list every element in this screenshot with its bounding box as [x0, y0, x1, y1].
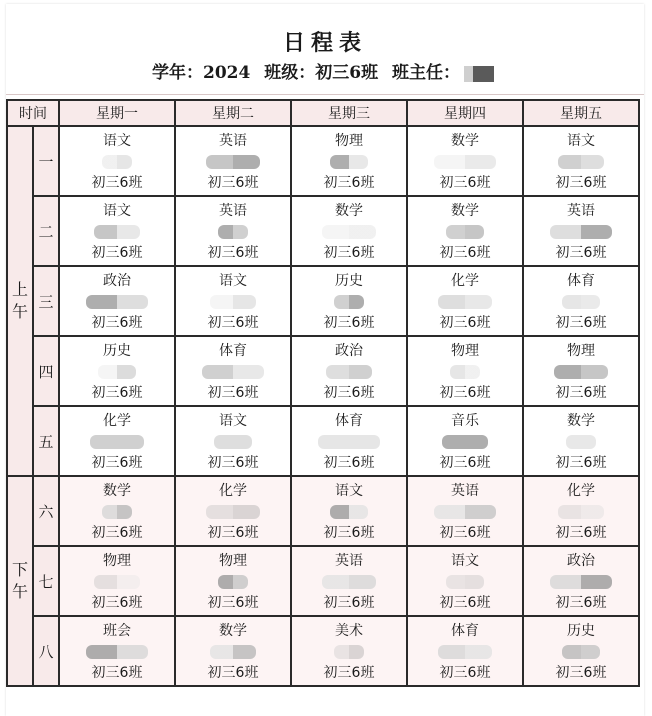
class-name: 初三6班: [323, 525, 375, 541]
redacted-teacher: [214, 435, 252, 449]
class-name: 初三6班: [91, 455, 143, 471]
subject-name: 化学: [219, 483, 247, 499]
class-cell[interactable]: [59, 546, 175, 616]
period-row: [7, 406, 639, 476]
class-cell[interactable]: [59, 126, 175, 196]
day-header: 星期五: [523, 100, 639, 126]
subject-name: 数学: [103, 483, 131, 499]
class-cell[interactable]: [291, 476, 407, 546]
period-number: 七: [33, 546, 59, 616]
subject-name: 英语: [219, 203, 247, 219]
redacted-teacher: [94, 225, 140, 239]
class-name: 初三6班: [207, 525, 259, 541]
period-row: [7, 196, 639, 266]
subject-name: 数学: [567, 413, 595, 429]
class-name: 初三6班: [439, 455, 491, 471]
class-cell[interactable]: [175, 476, 291, 546]
redacted-teacher: [566, 435, 596, 449]
subject-name: 物理: [451, 343, 479, 359]
subject-name: 体育: [335, 413, 363, 429]
school-year-label: 学年：: [151, 63, 203, 83]
class-name: 初三6班: [439, 385, 491, 401]
class-name: 初三6班: [323, 595, 375, 611]
redacted-teacher: [438, 295, 492, 309]
subject-name: 语文: [103, 133, 131, 149]
class-name: 初三6班: [439, 245, 491, 261]
redacted-teacher: [562, 645, 600, 659]
redacted-teacher: [446, 575, 484, 589]
subject-name: 语文: [567, 133, 595, 149]
class-cell[interactable]: [523, 616, 639, 686]
class-name: 初三6班: [323, 385, 375, 401]
subject-name: 体育: [219, 343, 247, 359]
subject-name: 政治: [103, 273, 131, 289]
class-info: [264, 63, 378, 83]
day-header: 星期三: [291, 100, 407, 126]
subject-name: 英语: [451, 483, 479, 499]
class-cell[interactable]: [291, 546, 407, 616]
class-name: 初三6班: [91, 315, 143, 331]
class-cell[interactable]: [175, 126, 291, 196]
class-cell[interactable]: [59, 476, 175, 546]
subject-name: 英语: [219, 133, 247, 149]
class-name: 初三6班: [439, 175, 491, 191]
class-cell[interactable]: [407, 126, 523, 196]
period-number: 六: [33, 476, 59, 546]
class-cell[interactable]: [175, 406, 291, 476]
class-cell[interactable]: [59, 616, 175, 686]
class-name: 初三6班: [91, 175, 143, 191]
period-number: 四: [33, 336, 59, 406]
class-name: 初三6班: [91, 525, 143, 541]
class-name: 初三6班: [439, 595, 491, 611]
subject-name: 语文: [335, 483, 363, 499]
subject-name: 历史: [335, 273, 363, 289]
subject-name: 化学: [567, 483, 595, 499]
class-cell[interactable]: [407, 266, 523, 336]
class-name: 初三6班: [555, 245, 607, 261]
redacted-teacher: [218, 225, 248, 239]
period-number: 八: [33, 616, 59, 686]
class-name: 初三6班: [439, 315, 491, 331]
page-title: 日程表: [282, 31, 367, 56]
subject-name: 化学: [451, 273, 479, 289]
redacted-teacher: [446, 225, 484, 239]
class-name: 初三6班: [323, 665, 375, 681]
redacted-teacher: [102, 155, 132, 169]
time-header: 时间: [7, 100, 59, 126]
day-header: 星期二: [175, 100, 291, 126]
class-name: 初三6班: [207, 595, 259, 611]
subject-name: 政治: [335, 343, 363, 359]
redacted-teacher: [90, 435, 144, 449]
redacted-teacher: [102, 505, 132, 519]
class-name: 初三6班: [555, 175, 607, 191]
redacted-teacher: [218, 575, 248, 589]
redacted-teacher: [330, 505, 368, 519]
class-cell[interactable]: [407, 546, 523, 616]
class-cell[interactable]: [523, 546, 639, 616]
class-cell[interactable]: [291, 616, 407, 686]
period-number: 五: [33, 406, 59, 476]
class-name: 初三6班: [207, 315, 259, 331]
timetable: [6, 99, 640, 687]
class-cell[interactable]: [291, 336, 407, 406]
class-name: 初三6班: [323, 315, 375, 331]
class-name: 初三6班: [555, 315, 607, 331]
redacted-teacher: [210, 645, 256, 659]
class-cell[interactable]: [175, 546, 291, 616]
class-cell[interactable]: [175, 336, 291, 406]
subject-name: 美术: [335, 623, 363, 639]
morning-label: [7, 126, 33, 476]
redacted-teacher: [434, 505, 496, 519]
subject-name: 物理: [219, 553, 247, 569]
schedule-header: [6, 4, 644, 95]
period-row: [7, 126, 639, 196]
redacted-teacher: [206, 155, 260, 169]
subject-name: 物理: [567, 343, 595, 359]
teacher-info: [392, 63, 498, 83]
class-cell[interactable]: [291, 196, 407, 266]
subject-name: 音乐: [451, 413, 479, 429]
class-name: 初三6班: [91, 245, 143, 261]
class-cell[interactable]: [291, 126, 407, 196]
class-cell[interactable]: [523, 336, 639, 406]
subject-name: 英语: [567, 203, 595, 219]
redacted-teacher: [442, 435, 488, 449]
redacted-teacher: [326, 365, 372, 379]
redacted-teacher: [334, 645, 364, 659]
subject-name: 历史: [567, 623, 595, 639]
class-cell[interactable]: [523, 126, 639, 196]
half-day-text: 下午: [12, 560, 29, 601]
redacted-teacher: [450, 365, 480, 379]
subject-name: 语文: [219, 413, 247, 429]
redacted-teacher: [318, 435, 380, 449]
subject-name: 物理: [335, 133, 363, 149]
period-number: 二: [33, 196, 59, 266]
subject-name: 历史: [103, 343, 131, 359]
class-cell[interactable]: [175, 196, 291, 266]
subject-name: 化学: [103, 413, 131, 429]
redacted-teacher: [202, 365, 264, 379]
class-cell[interactable]: [407, 476, 523, 546]
class-name: 初三6班: [439, 525, 491, 541]
class-cell[interactable]: [59, 336, 175, 406]
subject-name: 政治: [567, 553, 595, 569]
schedule-info: [6, 58, 644, 83]
redacted-teacher: [550, 225, 612, 239]
class-cell[interactable]: [523, 406, 639, 476]
redacted-teacher: [434, 155, 496, 169]
redacted-teacher: [98, 365, 136, 379]
subject-name: 体育: [451, 623, 479, 639]
period-row: [7, 336, 639, 406]
subject-name: 数学: [451, 133, 479, 149]
subject-name: 班会: [103, 623, 131, 639]
redacted-teacher: [438, 645, 492, 659]
school-year-value: 2024: [202, 63, 251, 83]
subject-name: 数学: [451, 203, 479, 219]
class-name: 初三6班: [91, 595, 143, 611]
subject-name: 英语: [335, 553, 363, 569]
subject-name: 语文: [219, 273, 247, 289]
class-value: 初三6班: [315, 63, 379, 83]
class-name: 初三6班: [555, 595, 607, 611]
redacted-teacher: [562, 295, 600, 309]
teacher-label: 班主任：: [392, 63, 460, 83]
class-cell[interactable]: [523, 476, 639, 546]
class-name: 初三6班: [207, 385, 259, 401]
afternoon-label: [7, 476, 33, 686]
class-name: 初三6班: [207, 455, 259, 471]
redacted-teacher: [554, 365, 608, 379]
class-name: 初三6班: [555, 385, 607, 401]
class-name: 初三6班: [555, 525, 607, 541]
subject-name: 数学: [219, 623, 247, 639]
class-name: 初三6班: [207, 175, 259, 191]
redacted-teacher: [322, 225, 376, 239]
redacted-teacher: [86, 645, 148, 659]
subject-name: 语文: [103, 203, 131, 219]
day-header: 星期四: [407, 100, 523, 126]
subject-name: 数学: [335, 203, 363, 219]
class-name: 初三6班: [207, 245, 259, 261]
period-row: [7, 616, 639, 686]
class-cell[interactable]: [523, 266, 639, 336]
redacted-teacher: [206, 505, 260, 519]
class-cell[interactable]: [407, 336, 523, 406]
class-name: 初三6班: [91, 665, 143, 681]
class-cell[interactable]: [523, 196, 639, 266]
period-number: 一: [33, 126, 59, 196]
period-row: [7, 266, 639, 336]
class-name: 初三6班: [323, 455, 375, 471]
class-name: 初三6班: [323, 245, 375, 261]
class-cell[interactable]: [291, 266, 407, 336]
period-row: [7, 476, 639, 546]
schedule-sheet: [6, 4, 644, 716]
class-cell[interactable]: [291, 406, 407, 476]
period-number: 三: [33, 266, 59, 336]
class-cell[interactable]: [59, 196, 175, 266]
subject-name: 体育: [567, 273, 595, 289]
class-cell[interactable]: [175, 616, 291, 686]
redacted-teacher: [210, 295, 256, 309]
redacted-teacher: [94, 575, 140, 589]
class-name: 初三6班: [323, 175, 375, 191]
class-name: 初三6班: [91, 385, 143, 401]
redacted-teacher: [550, 575, 612, 589]
class-cell[interactable]: [407, 406, 523, 476]
class-cell[interactable]: [59, 406, 175, 476]
class-name: 初三6班: [439, 665, 491, 681]
class-cell[interactable]: [407, 196, 523, 266]
subject-name: 物理: [103, 553, 131, 569]
redacted-teacher: [330, 155, 368, 169]
redacted-teacher: [322, 575, 376, 589]
half-day-text: 上午: [12, 280, 29, 321]
class-cell[interactable]: [407, 616, 523, 686]
redacted-teacher: [86, 295, 148, 309]
redacted-teacher: [558, 155, 604, 169]
redacted-teacher-name: [464, 66, 494, 82]
class-cell[interactable]: [175, 266, 291, 336]
redacted-teacher: [334, 295, 364, 309]
class-name: 初三6班: [555, 455, 607, 471]
class-name: 初三6班: [207, 665, 259, 681]
subject-name: 语文: [451, 553, 479, 569]
day-header: 星期一: [59, 100, 175, 126]
class-cell[interactable]: [59, 266, 175, 336]
class-label: 班级：: [264, 63, 316, 83]
redacted-teacher: [558, 505, 604, 519]
school-year: [152, 63, 250, 83]
period-row: [7, 546, 639, 616]
class-name: 初三6班: [555, 665, 607, 681]
